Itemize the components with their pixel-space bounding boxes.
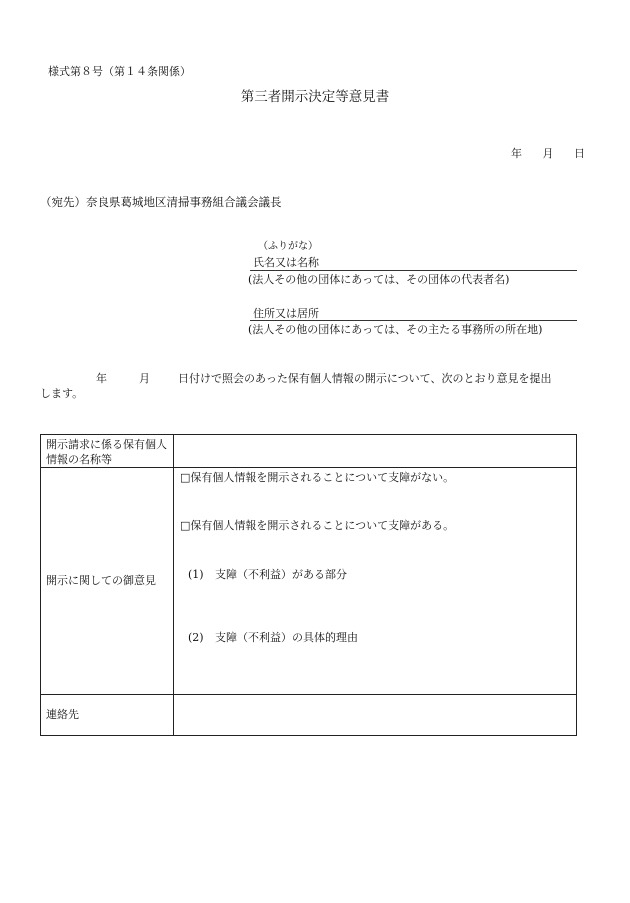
document-title: 第三者開示決定等意見書 bbox=[240, 89, 390, 105]
table-row-contact bbox=[41, 695, 577, 736]
body-text-line-1 bbox=[96, 373, 551, 386]
name-underline bbox=[250, 270, 577, 271]
table-row-info bbox=[41, 435, 577, 468]
body-month: 月 bbox=[139, 372, 150, 385]
table-row-opinion bbox=[41, 468, 577, 695]
opinion-label: 開示に関しての御意見 bbox=[46, 573, 156, 587]
address-label: 住所又は居所 bbox=[253, 307, 319, 320]
option-objection[interactable]: □保有個人情報を開示されることについて支障がある。 bbox=[180, 519, 455, 532]
item-affected-part bbox=[188, 569, 347, 582]
opinion-label-cell bbox=[41, 468, 174, 695]
name-label: 氏名又は名称 bbox=[253, 256, 319, 269]
date-line: 年 月 日 bbox=[511, 147, 585, 160]
info-label-cell bbox=[41, 435, 174, 468]
body-text-rest: 日付けで照会のあった保有個人情報の開示について、次のとおり意見を提出 bbox=[178, 372, 552, 385]
info-label: 開示請求に係る保有個人情報の名称等 bbox=[46, 438, 167, 466]
info-value-cell[interactable] bbox=[174, 435, 577, 468]
item-1-text: 支障（不利益）がある部分 bbox=[215, 568, 347, 581]
opinion-content-cell[interactable] bbox=[174, 468, 577, 695]
item-2-number: (2) bbox=[188, 631, 204, 644]
contact-value-cell[interactable] bbox=[174, 695, 577, 736]
name-note: (法人その他の団体にあっては、その団体の代表者名) bbox=[248, 273, 510, 286]
item-specific-reason bbox=[188, 632, 358, 645]
item-2-text: 支障（不利益）の具体的理由 bbox=[215, 631, 358, 644]
address-note: (法人その他の団体にあっては、その主たる事務所の所在地) bbox=[248, 323, 543, 336]
form-number: 様式第８号（第１４条関係） bbox=[48, 65, 191, 78]
address-underline bbox=[250, 320, 577, 321]
contact-label: 連絡先 bbox=[46, 707, 79, 721]
body-year: 年 bbox=[96, 372, 107, 385]
furigana-label: （ふりがな） bbox=[258, 241, 318, 252]
contact-label-cell bbox=[41, 695, 174, 736]
addressee: （宛先）奈良県葛城地区清掃事務組合議会議長 bbox=[40, 195, 282, 209]
item-1-number: (1) bbox=[188, 568, 204, 581]
body-text-line-2: します。 bbox=[40, 387, 84, 400]
opinion-form-table bbox=[40, 434, 577, 736]
option-no-objection[interactable]: □保有個人情報を開示されることについて支障がない。 bbox=[180, 471, 455, 484]
